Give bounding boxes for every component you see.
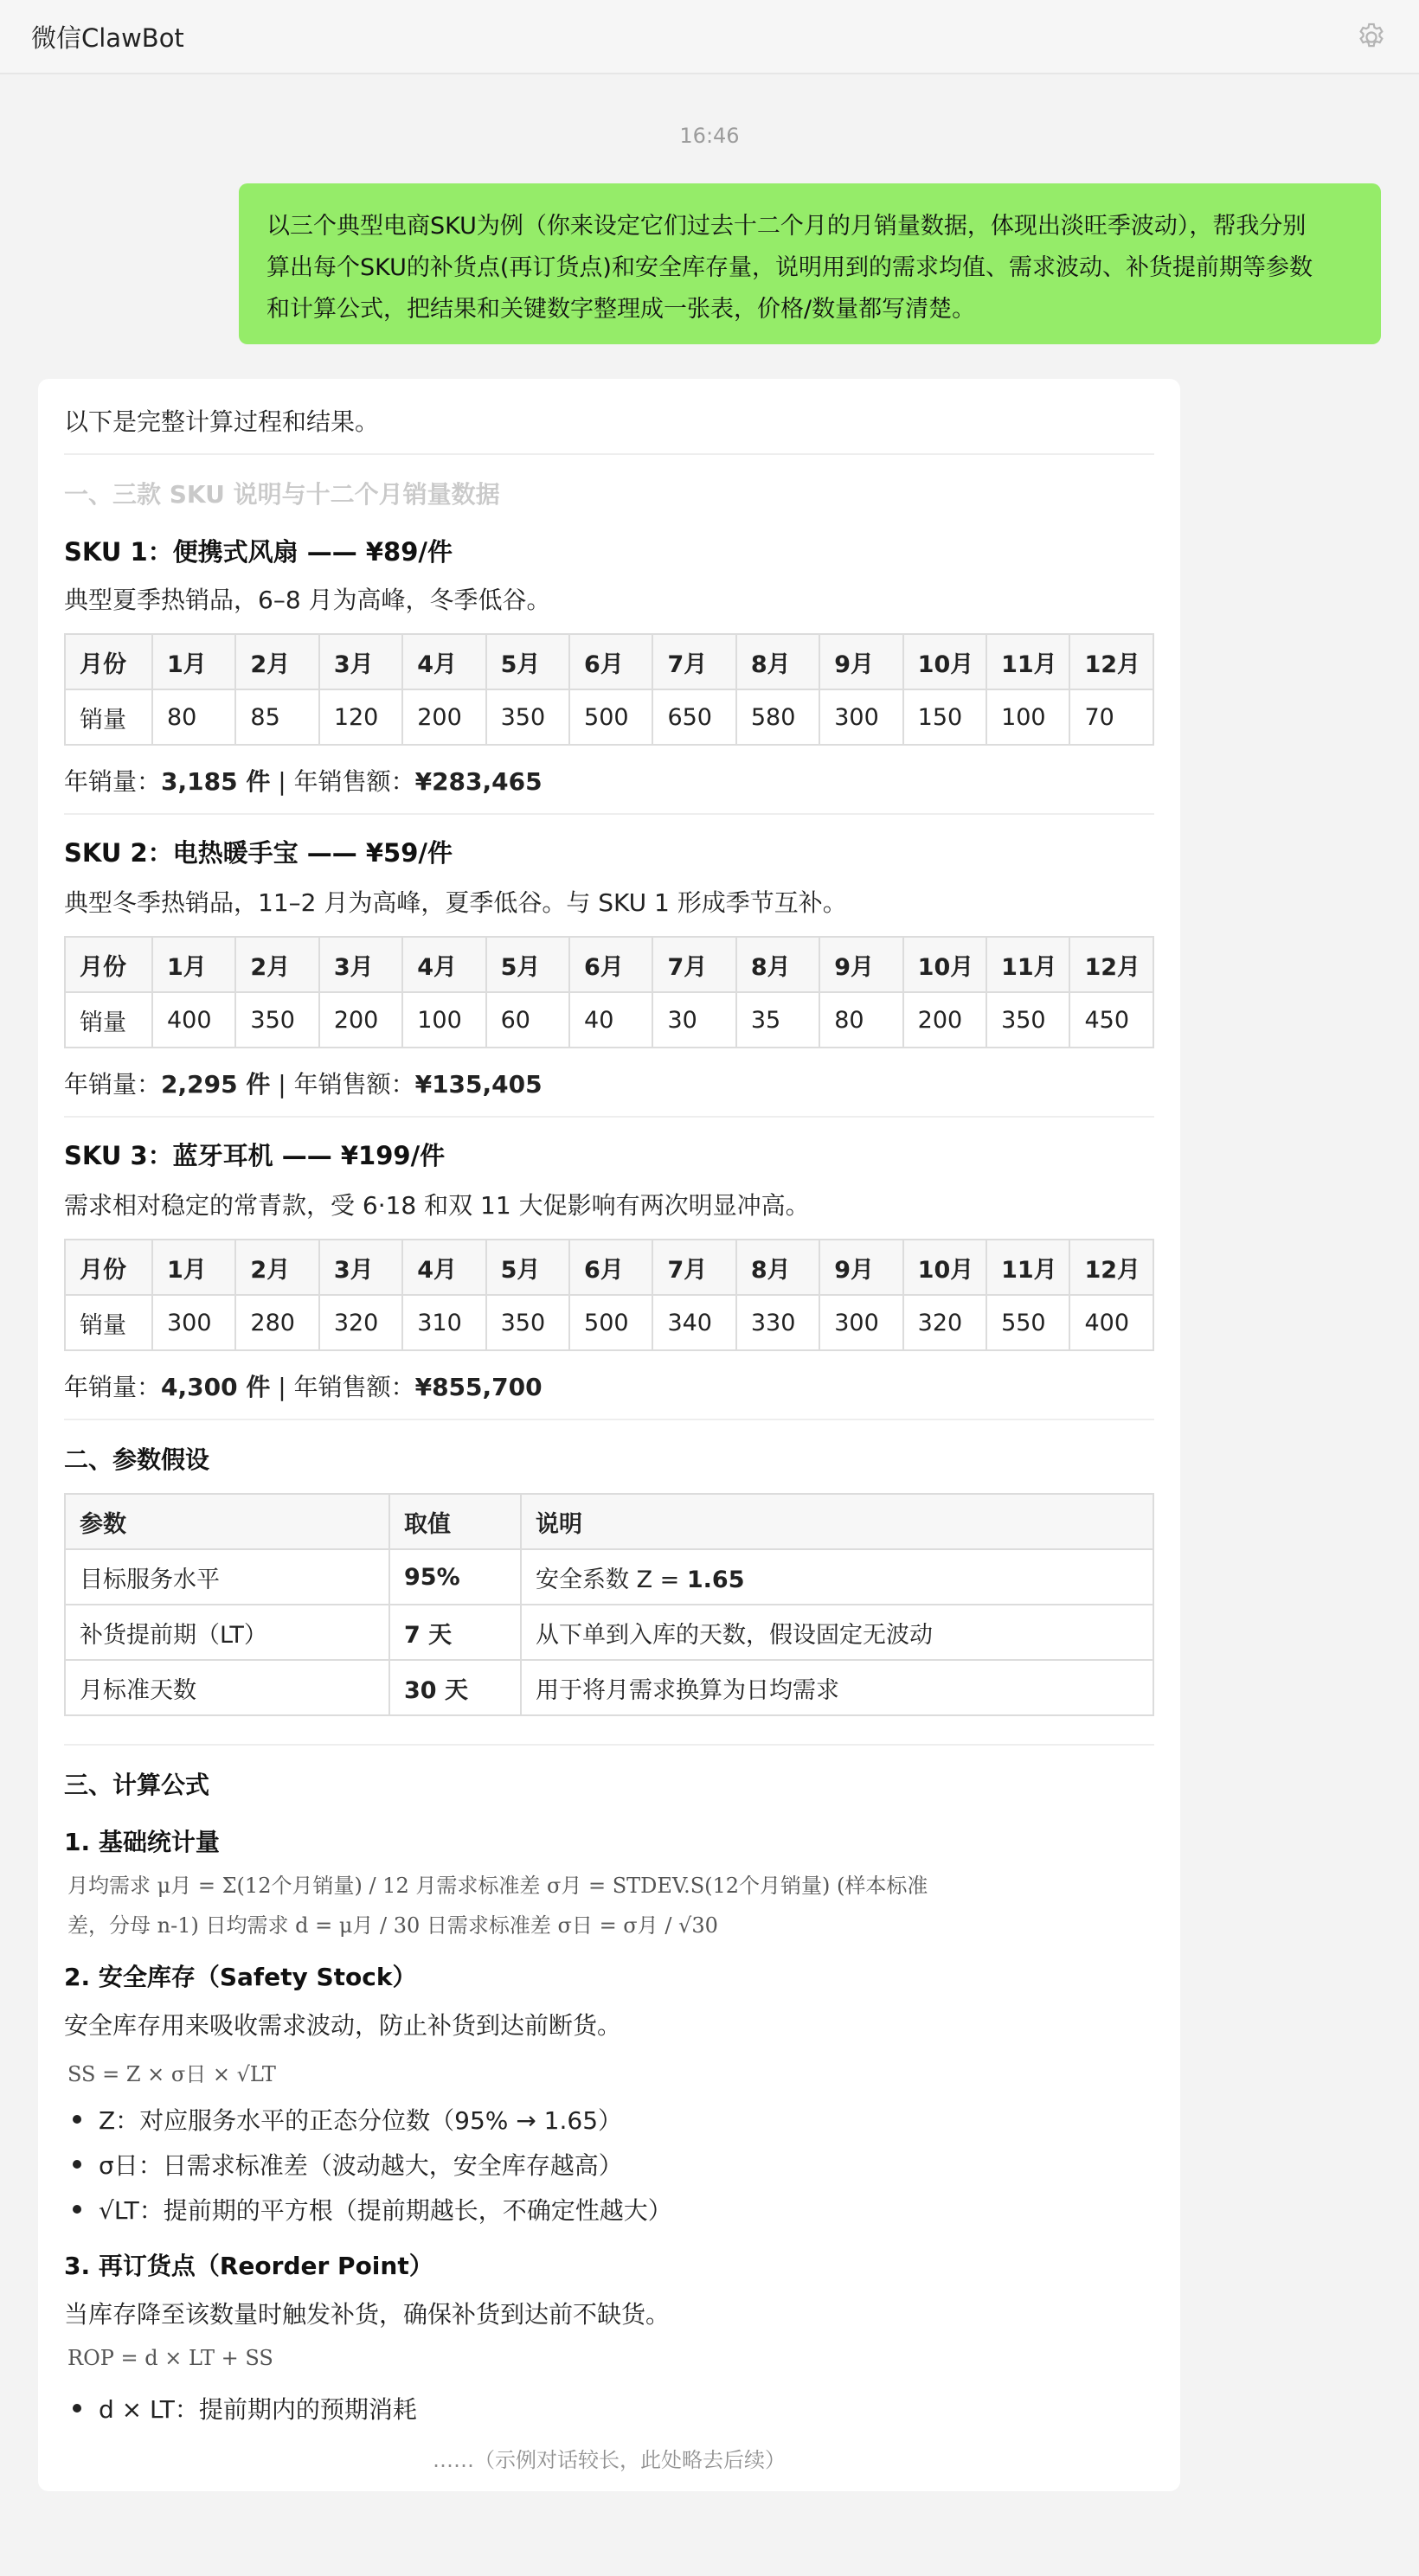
table-header-cell: 4月 xyxy=(402,1240,485,1295)
table-cell: 300 xyxy=(819,1295,902,1350)
table-cell: 用于将月需求换算为日均需求 xyxy=(521,1660,1153,1715)
bot-message-bubble[interactable] xyxy=(38,379,1180,2491)
sales-table-sku2 xyxy=(64,936,1154,1048)
table-row xyxy=(65,689,1153,745)
section-heading: 一、三款 SKU 说明与十二个月销量数据 xyxy=(64,480,500,509)
table-cell: 580 xyxy=(736,689,819,745)
table-header-cell: 月份 xyxy=(65,634,152,689)
section-heading: 二、参数假设 xyxy=(64,1445,210,1474)
divider xyxy=(64,813,1154,815)
annual-qty-label: 年销量： xyxy=(64,1070,162,1099)
table-cell: 500 xyxy=(569,689,652,745)
annual-sales-value: ¥135,405 xyxy=(414,1070,543,1099)
table-header-row xyxy=(65,937,1153,992)
table-header-row xyxy=(65,634,1153,689)
table-header-cell: 8月 xyxy=(736,1240,819,1295)
table-header-cell: 2月 xyxy=(235,937,318,992)
annual-sales-value: ¥283,465 xyxy=(414,767,543,796)
list-item xyxy=(73,2102,622,2137)
divider xyxy=(64,1116,1154,1118)
table-cell: 350 xyxy=(986,992,1069,1048)
table-cell: 70 xyxy=(1069,689,1153,745)
table-cell: 400 xyxy=(1069,1295,1153,1350)
table-row xyxy=(65,992,1153,1048)
bullet-icon xyxy=(73,2404,81,2413)
table-cell: 120 xyxy=(319,689,402,745)
formula-heading: 1. 基础统计量 xyxy=(64,1828,220,1856)
table-header-cell: 9月 xyxy=(819,634,902,689)
truncation-note: ……（示例对话较长，此处略去后续） xyxy=(433,2448,786,2472)
table-header-cell: 1月 xyxy=(152,937,235,992)
table-cell: 340 xyxy=(652,1295,735,1350)
table-cell: 目标服务水平 xyxy=(65,1549,389,1605)
table-header-cell: 5月 xyxy=(486,1240,569,1295)
formula-text: 月均需求 μ月 = Σ(12个月销量) / 12 月需求标准差 σ月 = STDEV.S(12个月销量) (样本标准 xyxy=(67,1874,928,1898)
list-item-text: Z：对应服务水平的正态分位数（95% → 1.65） xyxy=(99,2106,623,2135)
table-header-cell: 5月 xyxy=(486,937,569,992)
sku-title: SKU 3：蓝牙耳机 —— ¥199/件 xyxy=(64,1141,446,1170)
table-header-cell: 10月 xyxy=(903,634,986,689)
table-cell: 60 xyxy=(486,992,569,1048)
sku-description: 需求相对稳定的常青款，受 6·18 和双 11 大促影响有两次明显冲高。 xyxy=(64,1191,810,1220)
table-cell: 100 xyxy=(986,689,1069,745)
list-item xyxy=(73,2391,417,2425)
annual-qty-label: 年销量： xyxy=(64,1373,162,1401)
user-message-bubble[interactable] xyxy=(239,183,1381,344)
annual-sales-label: | 年销售额： xyxy=(278,1070,415,1099)
user-message-line: 以三个典型电商SKU为例（你来设定它们过去十二个月的月销量数据，体现出淡旺季波动），帮我分别 xyxy=(266,213,1307,240)
table-header-cell: 2月 xyxy=(235,1240,318,1295)
table-header-cell: 10月 xyxy=(903,1240,986,1295)
sku-description: 典型夏季热销品，6–8 月为高峰，冬季低谷。 xyxy=(64,586,551,614)
table-cell: 100 xyxy=(402,992,485,1048)
table-header-cell: 12月 xyxy=(1069,937,1153,992)
table-header-cell: 4月 xyxy=(402,937,485,992)
table-header-cell: 1月 xyxy=(152,1240,235,1295)
table-cell: 补货提前期（LT） xyxy=(65,1605,389,1660)
list-item xyxy=(73,2147,623,2182)
annual-qty-value: 4,300 件 xyxy=(161,1373,271,1401)
table-cell: 销量 xyxy=(65,1295,152,1350)
list-item xyxy=(73,2192,672,2227)
table-cell: 280 xyxy=(235,1295,318,1350)
formula-heading: 3. 再订货点（Reorder Point） xyxy=(64,2252,433,2280)
annual-qty-label: 年销量： xyxy=(64,767,162,796)
annual-summary xyxy=(64,1368,543,1403)
table-row xyxy=(65,1605,1153,1660)
table-header-cell: 8月 xyxy=(736,634,819,689)
table-cell: 200 xyxy=(402,689,485,745)
table-cell: 35 xyxy=(736,992,819,1048)
note-bold: 1.65 xyxy=(686,1566,745,1593)
table-row xyxy=(65,1295,1153,1350)
table-cell: 40 xyxy=(569,992,652,1048)
chat-header xyxy=(0,0,1419,74)
list-item-text: √LT：提前期的平方根（提前期越长，不确定性越大） xyxy=(99,2196,672,2225)
table-header-cell: 说明 xyxy=(521,1494,1153,1549)
table-header-row xyxy=(65,1240,1153,1295)
table-header-cell: 11月 xyxy=(986,634,1069,689)
table-header-cell: 7月 xyxy=(652,937,735,992)
table-cell: 80 xyxy=(152,689,235,745)
table-cell: 200 xyxy=(903,992,986,1048)
table-header-cell: 11月 xyxy=(986,937,1069,992)
table-header-cell: 9月 xyxy=(819,937,902,992)
table-cell: 310 xyxy=(402,1295,485,1350)
note-text: 安全系数 Z = xyxy=(536,1566,687,1593)
user-message-line: 算出每个SKU的补货点(再订货点)和安全库存量，说明用到的需求均值、需求波动、补货提前期等参数 xyxy=(266,254,1313,281)
table-header-cell: 7月 xyxy=(652,634,735,689)
table-header-cell: 1月 xyxy=(152,634,235,689)
table-header-cell: 2月 xyxy=(235,634,318,689)
formula-heading: 2. 安全库存（Safety Stock） xyxy=(64,1963,417,1991)
table-cell: 350 xyxy=(486,689,569,745)
table-header-cell: 12月 xyxy=(1069,634,1153,689)
table-cell: 330 xyxy=(736,1295,819,1350)
divider xyxy=(64,1419,1154,1420)
divider xyxy=(64,453,1154,455)
table-header-cell: 参数 xyxy=(65,1494,389,1549)
annual-sales-value: ¥855,700 xyxy=(414,1373,543,1401)
formula-text: SS = Z × σ日 × √LT xyxy=(67,2062,276,2086)
table-cell: 320 xyxy=(319,1295,402,1350)
table-header-cell: 6月 xyxy=(569,634,652,689)
bullet-icon xyxy=(73,2205,81,2214)
gear-icon[interactable] xyxy=(1355,21,1388,54)
table-cell: 7 天 xyxy=(389,1605,521,1660)
sku-title: SKU 1：便携式风扇 —— ¥89/件 xyxy=(64,537,453,567)
table-cell: 320 xyxy=(903,1295,986,1350)
divider xyxy=(64,1744,1154,1746)
table-header-cell: 取值 xyxy=(389,1494,521,1549)
formula-text: 差，分母 n-1) 日均需求 d = μ月 / 30 日需求标准差 σ日 = σ月 / √30 xyxy=(67,1913,718,1938)
annual-sales-label: | 年销售额： xyxy=(278,767,415,796)
section-heading: 三、计算公式 xyxy=(64,1771,210,1799)
table-header-cell: 6月 xyxy=(569,937,652,992)
formula-description: 安全库存用来吸收需求波动，防止补货到达前断货。 xyxy=(64,2011,622,2040)
table-row xyxy=(65,1549,1153,1605)
table-cell: 350 xyxy=(486,1295,569,1350)
table-header-cell: 12月 xyxy=(1069,1240,1153,1295)
table-header-cell: 8月 xyxy=(736,937,819,992)
table-row xyxy=(65,1660,1153,1715)
table-cell: 销量 xyxy=(65,992,152,1048)
table-cell: 从下单到入库的天数，假设固定无波动 xyxy=(521,1605,1153,1660)
table-header-row xyxy=(65,1494,1153,1549)
table-cell: 30 xyxy=(652,992,735,1048)
formula-description: 当库存降至该数量时触发补货，确保补货到达前不缺货。 xyxy=(64,2300,671,2329)
sku-title: SKU 2：电热暖手宝 —— ¥59/件 xyxy=(64,838,453,868)
table-header-cell: 6月 xyxy=(569,1240,652,1295)
table-cell: 650 xyxy=(652,689,735,745)
table-cell: 95% xyxy=(389,1549,521,1605)
table-header-cell: 月份 xyxy=(65,1240,152,1295)
bullet-icon xyxy=(73,2115,81,2124)
table-cell: 550 xyxy=(986,1295,1069,1350)
annual-qty-value: 2,295 件 xyxy=(161,1070,271,1099)
table-header-cell: 月份 xyxy=(65,937,152,992)
table-header-cell: 3月 xyxy=(319,634,402,689)
table-cell: 300 xyxy=(819,689,902,745)
table-cell: 30 天 xyxy=(389,1660,521,1715)
table-cell: 400 xyxy=(152,992,235,1048)
table-cell xyxy=(521,1549,1153,1605)
table-header-cell: 4月 xyxy=(402,634,485,689)
table-header-cell: 10月 xyxy=(903,937,986,992)
reply-intro: 以下是完整计算过程和结果。 xyxy=(64,407,380,436)
table-cell: 350 xyxy=(235,992,318,1048)
chat-title: 微信ClawBot xyxy=(31,23,184,53)
sales-table-sku3 xyxy=(64,1239,1154,1351)
table-header-cell: 11月 xyxy=(986,1240,1069,1295)
bullet-icon xyxy=(73,2160,81,2169)
sales-table-sku1 xyxy=(64,633,1154,746)
annual-sales-label: | 年销售额： xyxy=(278,1373,415,1401)
annual-summary xyxy=(64,763,543,798)
table-cell: 450 xyxy=(1069,992,1153,1048)
list-item-text: σ日：日需求标准差（波动越大，安全库存越高） xyxy=(99,2151,623,2180)
params-table xyxy=(64,1493,1154,1716)
table-cell: 200 xyxy=(319,992,402,1048)
annual-summary xyxy=(64,1066,543,1100)
message-timestamp: 16:46 xyxy=(679,124,740,148)
list-item-text: d × LT：提前期内的预期消耗 xyxy=(99,2395,417,2424)
table-header-cell: 3月 xyxy=(319,937,402,992)
table-cell: 月标准天数 xyxy=(65,1660,389,1715)
user-message-line: 和计算公式，把结果和关键数字整理成一张表，价格/数量都写清楚。 xyxy=(266,296,976,323)
table-cell: 80 xyxy=(819,992,902,1048)
table-cell: 300 xyxy=(152,1295,235,1350)
table-header-cell: 9月 xyxy=(819,1240,902,1295)
table-header-cell: 3月 xyxy=(319,1240,402,1295)
annual-qty-value: 3,185 件 xyxy=(161,767,271,796)
table-cell: 500 xyxy=(569,1295,652,1350)
table-cell: 销量 xyxy=(65,689,152,745)
table-cell: 85 xyxy=(235,689,318,745)
sku-description: 典型冬季热销品，11–2 月为高峰，夏季低谷。与 SKU 1 形成季节互补。 xyxy=(64,888,847,917)
formula-text: ROP = d × LT + SS xyxy=(67,2346,273,2370)
table-header-cell: 5月 xyxy=(486,634,569,689)
table-header-cell: 7月 xyxy=(652,1240,735,1295)
table-cell: 150 xyxy=(903,689,986,745)
